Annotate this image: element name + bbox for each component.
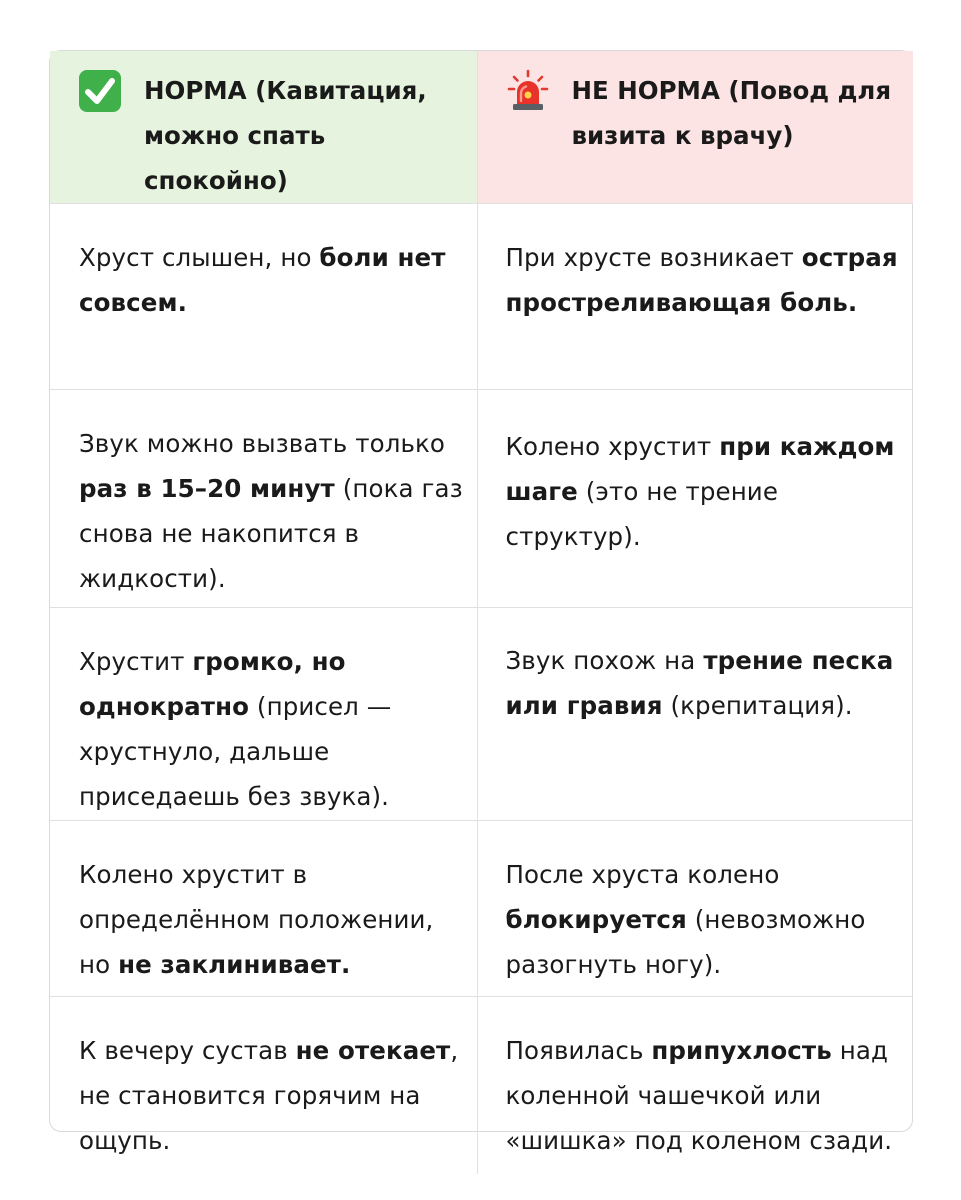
cell-abnorm [477,204,913,390]
table-row [50,997,913,1174]
cell-text: (невозможно разогнуть ногу). [505,905,866,979]
cell-text: К вечеру сустав [79,1036,296,1065]
cell-abnorm [477,821,913,997]
cell-text: Хруст слышен, но [79,243,320,272]
cell-text: Хрустит [79,647,193,676]
cell-text: При хрусте возникает [505,243,802,272]
cell-text: Колено хрустит [505,432,720,461]
check-mark-icon [78,69,122,113]
header-abnorm-title: НЕ НОРМА (Повод для визита к врачу) [571,76,892,150]
cell-text: над коленной чашечкой или «шишка» под коленом сзади. [505,1036,893,1155]
cell-text: (крепитация). [662,691,853,720]
cell-text: Появилась [505,1036,652,1065]
table-row [50,390,913,608]
table-row [50,821,913,997]
cell-text: После хруста колено [505,860,780,889]
cell-bold-text: не отекает [295,1036,451,1065]
comparison-table [49,50,913,1155]
cell-text: Колено хрустит в определённом положении, но [79,860,434,979]
table-row [50,204,913,390]
comparison-table-grid [50,51,913,1174]
cell-norm [50,608,477,821]
cell-text: , не становится горячим на ощупь. [79,1036,459,1155]
cell-bold-text: припухлость [651,1036,832,1065]
table-header-row [50,51,913,204]
cell-bold-text: не заклинивает. [118,950,351,979]
cell-norm [50,821,477,997]
cell-norm [50,204,477,390]
cell-bold-text: громко, но однократно [79,647,346,721]
cell-abnorm [477,608,913,821]
siren-icon [506,69,550,113]
cell-text: (присел — хрустнуло, дальше приседаешь без звука). [79,692,392,811]
cell-bold-text: блокируется [505,905,687,934]
header-norm [50,51,477,204]
cell-norm [50,997,477,1174]
cell-abnorm [477,390,913,608]
cell-bold-text: раз в 15–20 минут [79,474,335,503]
cell-text: (это не трение структур). [505,477,779,551]
table-row [50,608,913,821]
header-abnorm [477,51,913,204]
cell-text: Звук похож на [505,646,704,675]
cell-norm [50,390,477,608]
cell-text: Звук можно вызвать только [79,429,445,458]
cell-bold-text: боли нет совсем. [79,243,446,317]
header-norm-title: НОРМА (Кавитация, можно спать спокойно) [144,76,427,195]
cell-bold-text: острая простреливающая боль. [505,243,898,317]
cell-bold-text: при каждом шаге [505,432,895,506]
cell-abnorm [477,997,913,1174]
cell-bold-text: трение песка или гравия [505,646,894,720]
cell-text: (пока газ снова не накопится в жидкости). [79,474,463,593]
